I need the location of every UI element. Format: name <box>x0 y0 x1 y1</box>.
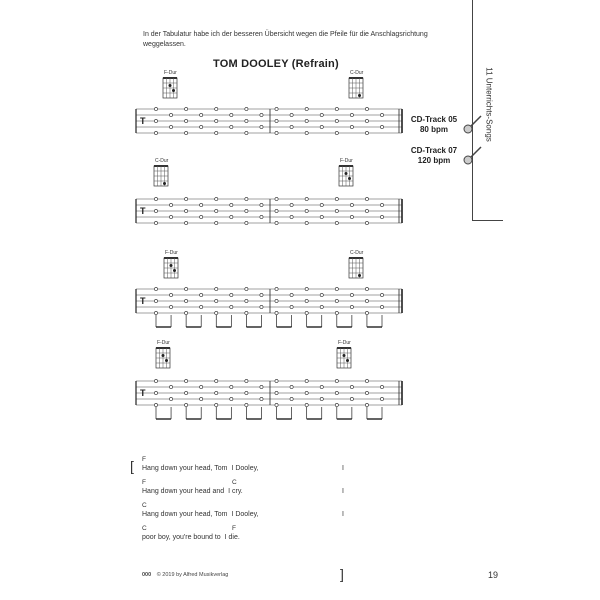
chord-diagram <box>337 164 357 190</box>
lyric-text: Hang down your head and <box>142 488 225 495</box>
repeat-start-bracket: [ <box>130 458 134 474</box>
lyric-chord: C <box>232 479 237 486</box>
chord-diagram <box>162 256 182 282</box>
lyric-row: F Hang down your head, Tom I Dooley, I <box>142 456 344 472</box>
chord-name: C-Dur <box>350 250 364 256</box>
banjo-icon <box>462 144 484 166</box>
lyric-text: poor boy, you're bound to <box>142 534 221 541</box>
footer-copyright: © 2019 by Alfred Musikverlag <box>156 572 229 578</box>
lyric-row: C Hang down your head, Tom I Dooley, I <box>142 502 344 518</box>
svg-text:T: T <box>140 116 146 126</box>
page-number: 19 <box>488 570 499 580</box>
chord-diagram <box>335 346 355 372</box>
chord-name: F-Dur <box>165 250 178 256</box>
song-title: TOM DOOLEY (Refrain) <box>213 58 339 70</box>
svg-text:T: T <box>140 296 146 306</box>
cd-track-2 <box>404 146 464 166</box>
cd-track-2-tempo: 120 bpm <box>417 156 451 165</box>
tab-staff-4 <box>130 377 410 427</box>
lyric-row: C F poor boy, you're bound to I die. <box>142 525 240 541</box>
cd-track-1-label: CD-Track 05 <box>410 115 458 124</box>
lyrics-block <box>142 455 362 547</box>
chord-diagram <box>152 164 172 190</box>
tab-staff-2 <box>130 195 410 235</box>
chord-name: C-Dur <box>350 70 364 76</box>
intro-text: In der Tabulatur habe ich der besseren Übersicht wegen die Pfeile für die Anschlagsrichtung weggelassen. <box>143 31 428 48</box>
chord-diagram <box>161 76 181 102</box>
lyric-chord: F <box>142 479 146 486</box>
footer <box>142 572 228 578</box>
chord-name: F-Dur <box>338 340 351 346</box>
tab-staff-3 <box>130 285 410 335</box>
chord-name: F-Dur <box>164 70 177 76</box>
lyric-chord: F <box>142 456 146 463</box>
tab-staff-1 <box>130 105 410 145</box>
lyric-text: Hang down your head, Tom <box>142 511 228 518</box>
lyric-text: die. <box>228 534 240 541</box>
footer-label: 000 <box>142 572 152 578</box>
lyric-chord: F <box>232 525 236 532</box>
chord-diagram <box>347 256 367 282</box>
cd-track-1-tempo: 80 bpm <box>419 125 448 134</box>
lyric-text: Hang down your head, Tom <box>142 465 228 472</box>
chord-name: C-Dur <box>155 158 169 164</box>
cd-track-2-label: CD-Track 07 <box>410 146 458 155</box>
repeat-end-bracket: ] <box>340 566 344 582</box>
cd-track-1 <box>404 115 464 135</box>
lyric-text: cry. <box>231 488 243 495</box>
chord-diagram <box>347 76 367 102</box>
chord-name: F-Dur <box>157 340 170 346</box>
banjo-icon <box>462 113 484 135</box>
lyric-text: Dooley, <box>235 465 259 472</box>
chord-name: F-Dur <box>340 158 353 164</box>
chapter-tab <box>472 0 503 221</box>
lyric-row: F C Hang down your head and I cry. I <box>142 479 344 495</box>
svg-text:T: T <box>140 388 146 398</box>
lyric-text: Dooley, <box>235 511 259 518</box>
svg-text:T: T <box>140 206 146 216</box>
chord-diagram <box>154 346 174 372</box>
lyric-chord: C <box>142 502 147 509</box>
chapter-tab-label: 11 Unterrichts-Songs <box>484 67 494 142</box>
lyric-chord: C <box>142 525 147 532</box>
